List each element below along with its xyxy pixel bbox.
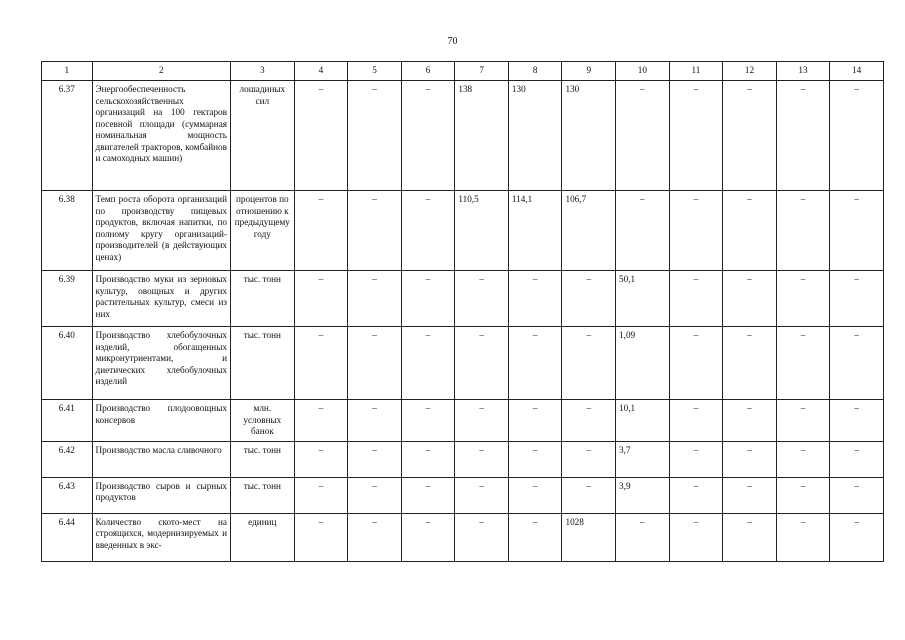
table-row [42,191,884,271]
table-row [42,400,884,442]
row-number: 6.40 [42,327,93,400]
row-number: 6.37 [42,81,93,191]
value-cell-col-8: – [508,477,562,513]
value-cell-col-14: – [830,441,884,477]
column-header-12: 12 [723,62,777,81]
value-cell-col-4: – [294,191,348,271]
column-header-4: 4 [294,62,348,81]
value-cell-col-14: – [830,81,884,191]
value-cell-col-4: – [294,327,348,400]
value-cell-col-6: – [401,327,455,400]
table-row [42,441,884,477]
unit-of-measure: тыс. тонн [231,441,295,477]
value-cell-col-5: – [348,400,402,442]
value-cell-col-14: – [830,477,884,513]
value-cell-col-4: – [294,513,348,561]
value-cell-col-14: – [830,513,884,561]
value-cell-col-7: 138 [455,81,509,191]
column-header-14: 14 [830,62,884,81]
unit-of-measure: тыс. тонн [231,271,295,327]
value-cell-col-8: – [508,441,562,477]
value-cell-col-5: – [348,477,402,513]
value-cell-col-9: 1028 [562,513,616,561]
value-cell-col-9: – [562,441,616,477]
value-cell-col-5: – [348,191,402,271]
table-header-row [42,62,884,81]
value-cell-col-6: – [401,400,455,442]
column-header-11: 11 [669,62,723,81]
indicator-description: Производство сыров и сырных продуктов [92,477,230,513]
value-cell-col-13: – [776,327,830,400]
value-cell-col-7: – [455,441,509,477]
value-cell-col-11: – [669,400,723,442]
value-cell-col-9: 106,7 [562,191,616,271]
value-cell-col-6: – [401,81,455,191]
value-cell-col-10: – [616,81,670,191]
column-header-2: 2 [92,62,230,81]
value-cell-col-7: – [455,477,509,513]
value-cell-col-9: – [562,271,616,327]
value-cell-col-13: – [776,477,830,513]
value-cell-col-6: – [401,513,455,561]
value-cell-col-12: – [723,441,777,477]
table-row [42,513,884,561]
unit-of-measure: лошадиных сил [231,81,295,191]
value-cell-col-6: – [401,191,455,271]
unit-of-measure: млн. условных банок [231,400,295,442]
column-header-10: 10 [616,62,670,81]
value-cell-col-8: – [508,400,562,442]
value-cell-col-10: 1,09 [616,327,670,400]
value-cell-col-12: – [723,400,777,442]
value-cell-col-5: – [348,81,402,191]
value-cell-col-8: 114,1 [508,191,562,271]
value-cell-col-9: – [562,327,616,400]
table-row [42,271,884,327]
value-cell-col-10: – [616,191,670,271]
value-cell-col-12: – [723,81,777,191]
value-cell-col-13: – [776,271,830,327]
indicator-description: Темп роста оборота организаций по производству пищевых продуктов, включая напитки, по полному кругу организаций-производителей (в действующих ценах) [92,191,230,271]
indicators-table [41,61,884,562]
indicator-description: Энергообеспеченность сельскохозяйственных организаций на 100 гектаров посевной площади (суммарная номинальная мощность двигателей тракторов, комбайнов и самоходных машин) [92,81,230,191]
column-header-3: 3 [231,62,295,81]
value-cell-col-9: – [562,477,616,513]
table-row [42,81,884,191]
value-cell-col-11: – [669,327,723,400]
value-cell-col-14: – [830,271,884,327]
column-header-5: 5 [348,62,402,81]
column-header-1: 1 [42,62,93,81]
indicator-description: Производство хлебобулочных изделий, обогащенных микронутриентами, и диетических хлебобулочных изделий [92,327,230,400]
value-cell-col-8: – [508,327,562,400]
column-header-6: 6 [401,62,455,81]
column-header-9: 9 [562,62,616,81]
value-cell-col-4: – [294,81,348,191]
column-header-8: 8 [508,62,562,81]
table-row [42,477,884,513]
indicator-description: Количество ското-мест на строящихся, модернизируемых и введенных в экс- [92,513,230,561]
value-cell-col-5: – [348,271,402,327]
page-number: 70 [447,36,458,47]
value-cell-col-12: – [723,513,777,561]
value-cell-col-11: – [669,513,723,561]
row-number: 6.43 [42,477,93,513]
value-cell-col-6: – [401,477,455,513]
value-cell-col-6: – [401,271,455,327]
value-cell-col-10: 3,9 [616,477,670,513]
row-number: 6.38 [42,191,93,271]
unit-of-measure: единиц [231,513,295,561]
row-number: 6.44 [42,513,93,561]
value-cell-col-11: – [669,271,723,327]
value-cell-col-10: – [616,513,670,561]
value-cell-col-4: – [294,477,348,513]
value-cell-col-13: – [776,400,830,442]
row-number: 6.42 [42,441,93,477]
value-cell-col-12: – [723,477,777,513]
value-cell-col-11: – [669,191,723,271]
value-cell-col-4: – [294,441,348,477]
value-cell-col-12: – [723,271,777,327]
row-number: 6.41 [42,400,93,442]
value-cell-col-9: 130 [562,81,616,191]
value-cell-col-5: – [348,441,402,477]
unit-of-measure: процентов по отношению к предыдущему году [231,191,295,271]
indicator-description: Производство муки из зерновых культур, овощных и других растительных культур, смеси из них [92,271,230,327]
value-cell-col-11: – [669,441,723,477]
value-cell-col-11: – [669,477,723,513]
value-cell-col-7: – [455,327,509,400]
value-cell-col-14: – [830,327,884,400]
value-cell-col-10: 3,7 [616,441,670,477]
table-row [42,327,884,400]
value-cell-col-8: – [508,513,562,561]
value-cell-col-5: – [348,327,402,400]
indicator-description: Производство масла сливочного [92,441,230,477]
value-cell-col-12: – [723,327,777,400]
table-body [42,62,884,562]
column-header-7: 7 [455,62,509,81]
value-cell-col-14: – [830,400,884,442]
value-cell-col-9: – [562,400,616,442]
value-cell-col-7: – [455,400,509,442]
value-cell-col-13: – [776,191,830,271]
value-cell-col-4: – [294,400,348,442]
value-cell-col-8: – [508,271,562,327]
value-cell-col-13: – [776,513,830,561]
value-cell-col-5: – [348,513,402,561]
unit-of-measure: тыс. тонн [231,327,295,400]
value-cell-col-13: – [776,441,830,477]
value-cell-col-12: – [723,191,777,271]
indicator-description: Производство плодоовощных консервов [92,400,230,442]
value-cell-col-10: 10,1 [616,400,670,442]
value-cell-col-4: – [294,271,348,327]
unit-of-measure: тыс. тонн [231,477,295,513]
value-cell-col-8: 130 [508,81,562,191]
value-cell-col-6: – [401,441,455,477]
column-header-13: 13 [776,62,830,81]
value-cell-col-14: – [830,191,884,271]
value-cell-col-11: – [669,81,723,191]
value-cell-col-7: 110,5 [455,191,509,271]
value-cell-col-13: – [776,81,830,191]
value-cell-col-7: – [455,271,509,327]
value-cell-col-10: 50,1 [616,271,670,327]
row-number: 6.39 [42,271,93,327]
value-cell-col-7: – [455,513,509,561]
